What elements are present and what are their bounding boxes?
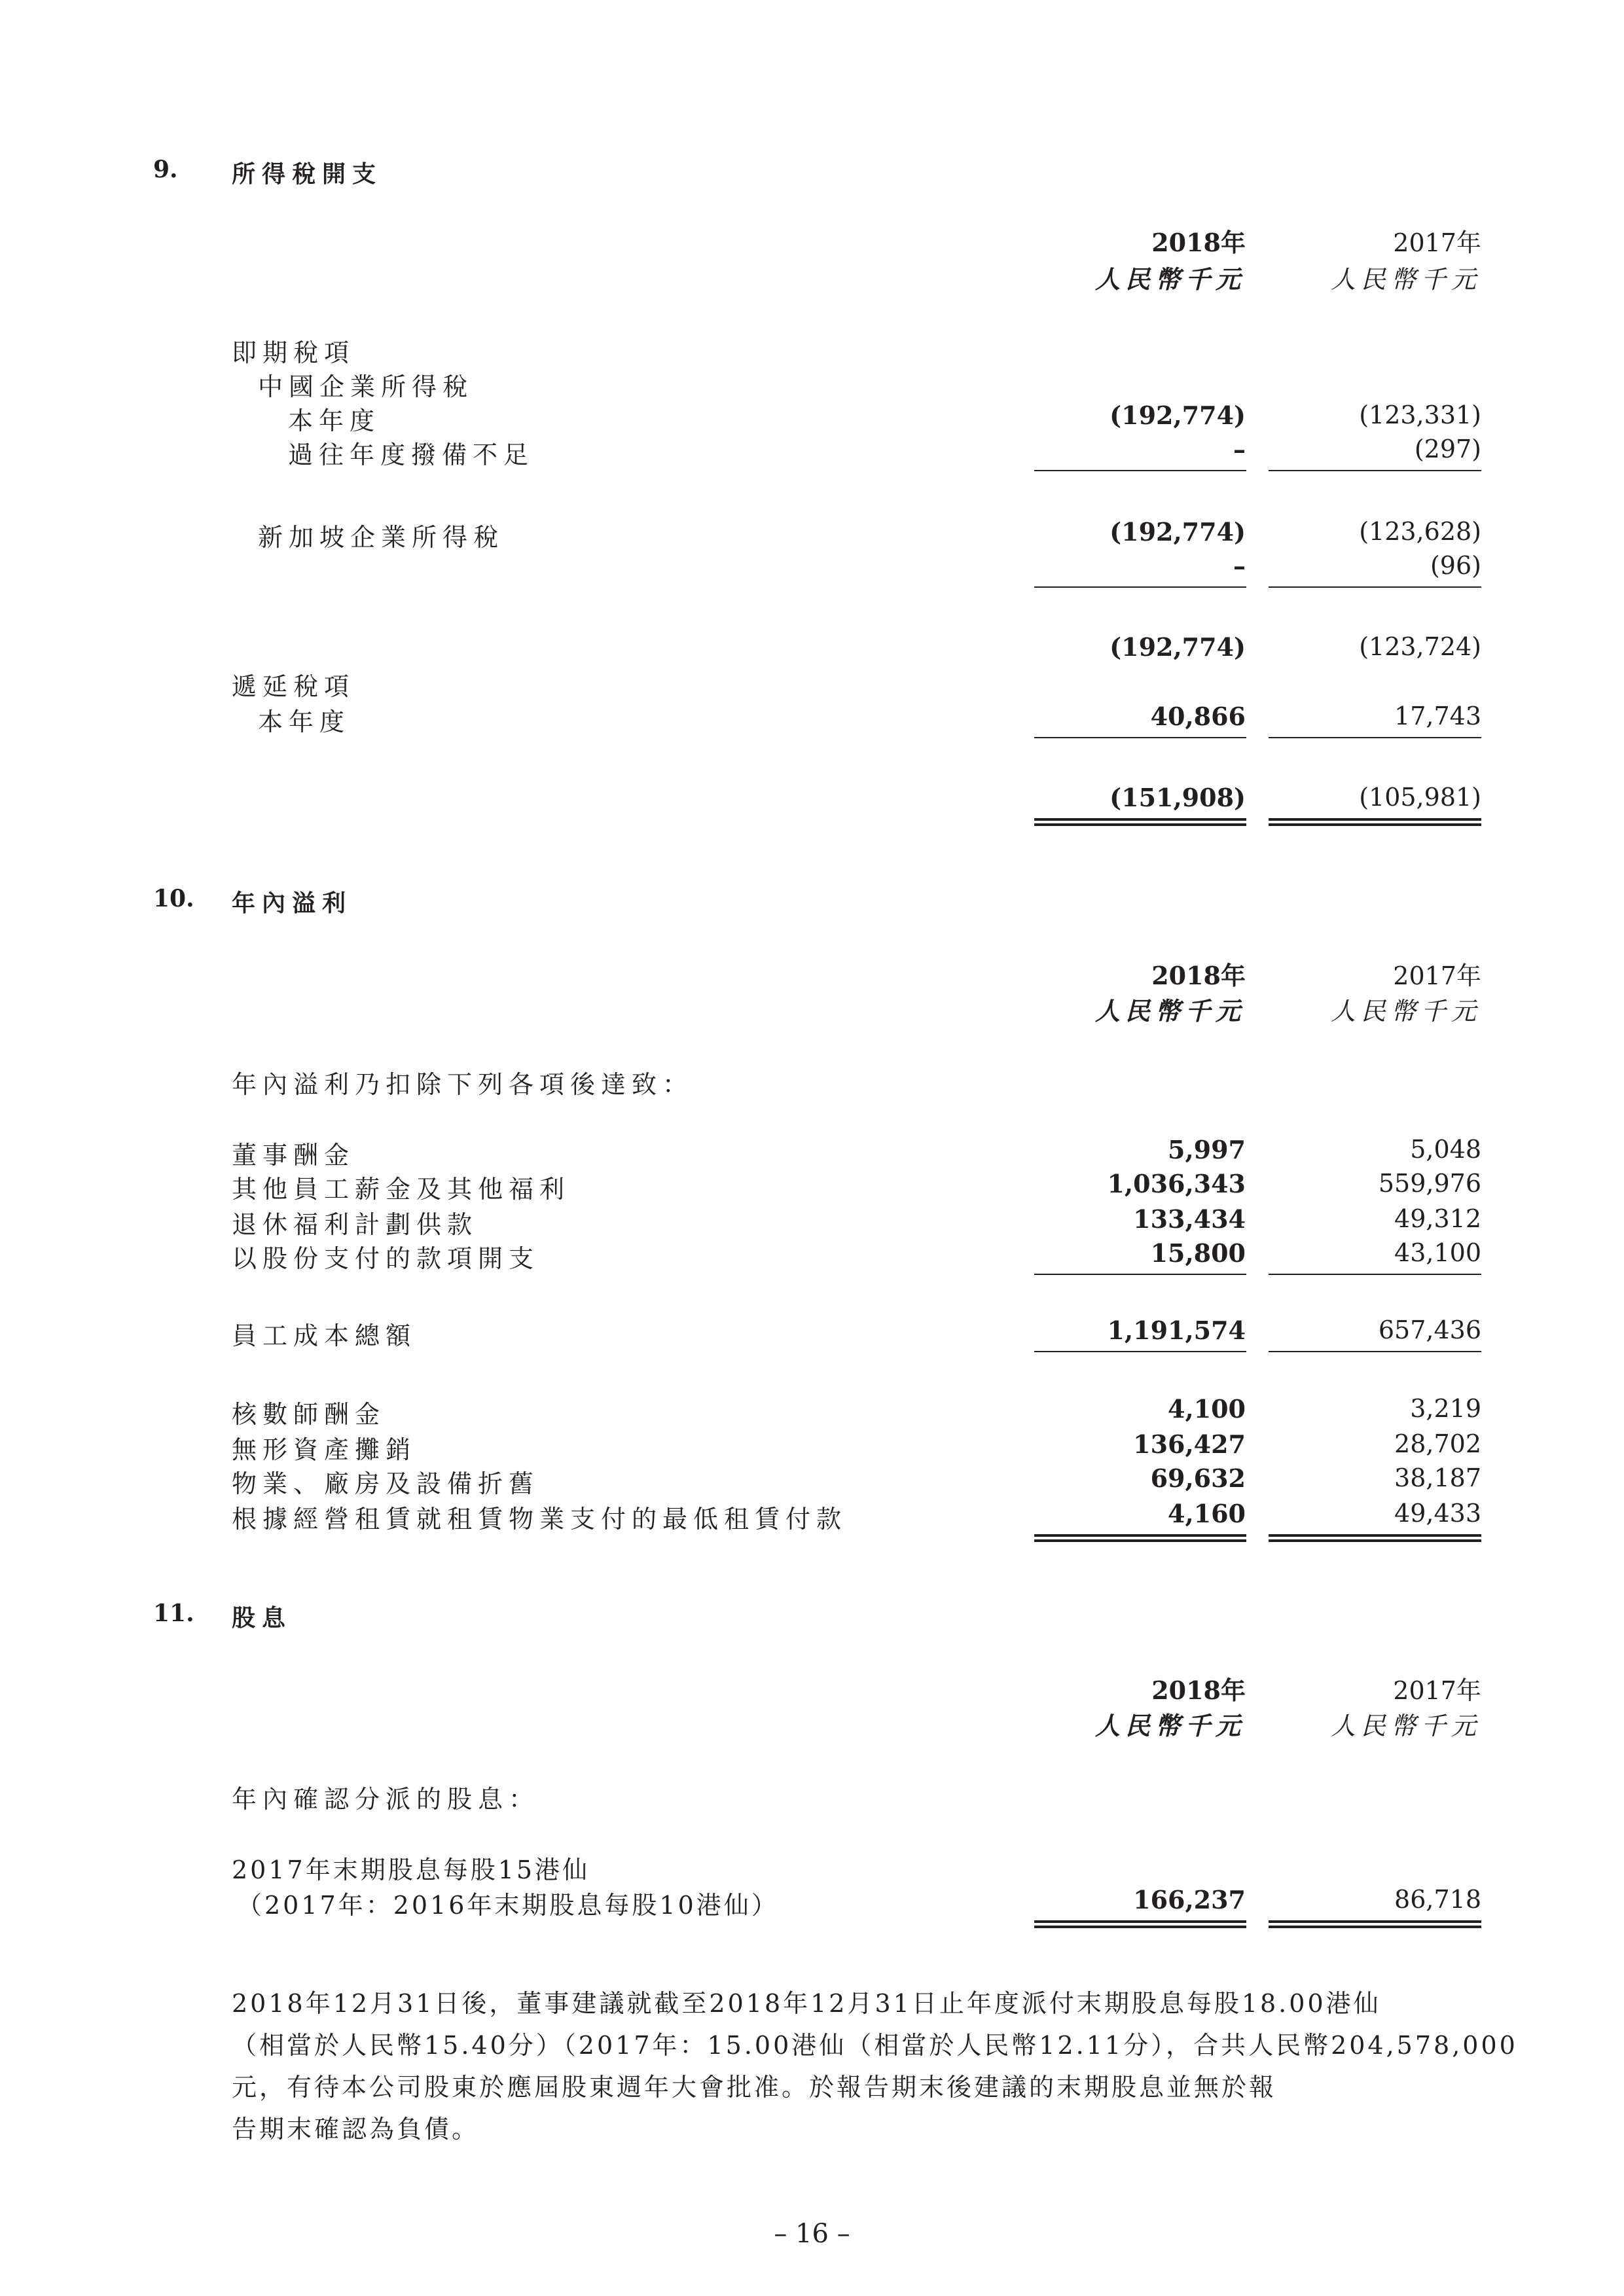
table-cell-2018: 136,427: [1133, 1429, 1246, 1459]
table-cell-2017: 3,219: [1410, 1394, 1481, 1423]
table-cell-2018: 4,160: [1168, 1499, 1246, 1528]
s11-paragraph-line: 告期末確認為負債。: [232, 2115, 480, 2144]
s9-row-d-2017: (96): [1430, 551, 1481, 580]
table-cell-2018: 4,100: [1168, 1394, 1246, 1424]
table-row-label: 物業、廠房及設備折舊: [232, 1469, 540, 1498]
s10-total-2017: 657,436: [1378, 1316, 1481, 1344]
s10-unit-2018: 人民幣千元: [1094, 996, 1246, 1026]
s10-rule-2-2018: [1034, 1351, 1246, 1352]
s11-double-rule-2018: [1034, 1920, 1246, 1928]
s9-prc-eit-label: 中國企業所得稅: [258, 372, 474, 401]
s11-unit-2017: 人民幣千元: [1330, 1712, 1481, 1740]
table-cell-2017: 5,048: [1410, 1135, 1481, 1164]
table-row-label: 核數師酬金: [232, 1400, 386, 1429]
table-row-label: 董事酬金: [232, 1141, 355, 1170]
s10-total-label: 員工成本總額: [232, 1321, 417, 1350]
s9-deferred-this-year-label: 本年度: [258, 708, 351, 736]
section-10-title: 年內溢利: [232, 889, 353, 917]
s9-row-e-2018: (192,774): [1110, 632, 1246, 662]
s11-paragraph-line: 2018年12月31日後，董事建議就截至2018年12月31日止年度派付末期股息每股18.00港仙: [232, 1989, 1381, 2018]
s9-rule-1-2018: [1034, 470, 1246, 471]
s9-row-c-2018: (192,774): [1110, 517, 1246, 547]
section-9-title: 所得稅開支: [232, 160, 383, 188]
s11-dividend-2017: 86,718: [1394, 1885, 1481, 1914]
s10-total-2018: 1,191,574: [1107, 1316, 1246, 1345]
table-cell-2017: 38,187: [1394, 1463, 1481, 1492]
s10-rule-1-2018: [1034, 1274, 1246, 1275]
s11-paragraph-line: 元，有待本公司股東於應屆股東週年大會批准。於報告期末後建議的末期股息並無於報: [232, 2073, 1277, 2102]
s11-intro: 年內確認分派的股息：: [232, 1785, 540, 1814]
s9-unit-2018: 人民幣千元: [1094, 264, 1246, 294]
table-cell-2017: 49,312: [1394, 1204, 1481, 1233]
s9-rule-1-2017: [1269, 470, 1481, 471]
s11-dividend-2018: 166,237: [1133, 1885, 1246, 1914]
s10-unit-2017: 人民幣千元: [1330, 997, 1481, 1026]
s11-header-2017: 2017年: [1393, 1676, 1481, 1705]
s10-header-2018: 2018年: [1151, 961, 1246, 990]
table-cell-2018: 69,632: [1150, 1463, 1246, 1493]
s10-double-rule-2018: [1034, 1534, 1246, 1542]
table-row-label: 無形資產攤銷: [232, 1435, 417, 1464]
page-number: – 16 –: [774, 2219, 850, 2249]
s9-rule-2-2017: [1269, 586, 1481, 588]
s10-rule-2-2017: [1269, 1351, 1481, 1352]
s9-row-e-2017: (123,724): [1359, 632, 1481, 661]
s11-unit-2018: 人民幣千元: [1094, 1711, 1246, 1740]
s11-header-2018: 2018年: [1151, 1676, 1246, 1705]
table-cell-2017: 559,976: [1378, 1169, 1481, 1198]
s9-row-f-2017: 17,743: [1394, 702, 1481, 730]
section-9-number: 9.: [153, 156, 178, 183]
s9-singapore-eit-label: 新加坡企業所得稅: [258, 523, 505, 552]
s9-row-b-2017: (297): [1414, 435, 1481, 463]
table-row-label: 其他員工薪金及其他福利: [232, 1175, 571, 1204]
s11-row-line-2: （2017年：2016年末期股息每股10港仙）: [237, 1891, 779, 1920]
s11-row-line-1: 2017年末期股息每股15港仙: [232, 1856, 590, 1884]
section-11-title: 股息: [232, 1604, 293, 1632]
table-cell-2017: 49,433: [1394, 1499, 1481, 1528]
s9-double-rule-2017: [1269, 818, 1481, 826]
s9-rule-2-2018: [1034, 586, 1246, 588]
s9-row-a-2018: (192,774): [1110, 401, 1246, 430]
s9-row-a-2017: (123,331): [1359, 401, 1481, 429]
s9-current-tax-label: 即期稅項: [232, 338, 355, 367]
section-11-number: 11.: [153, 1600, 194, 1627]
table-row-label: 以股份支付的款項開支: [232, 1244, 540, 1273]
s9-row-d-2018: –: [1233, 551, 1246, 581]
s10-rule-1-2017: [1269, 1274, 1481, 1275]
s9-header-2017: 2017年: [1393, 228, 1481, 257]
table-cell-2017: 43,100: [1394, 1238, 1481, 1267]
s10-header-2017: 2017年: [1393, 961, 1481, 990]
s9-row-c-2017: (123,628): [1359, 517, 1481, 546]
s11-paragraph-line: （相當於人民幣15.40分）（2017年：15.00港仙（相當於人民幣12.11分），合共人民幣204,578,000: [232, 2031, 1518, 2060]
s9-row-b-2018: –: [1233, 435, 1246, 464]
s10-double-rule-2017: [1269, 1534, 1481, 1542]
s9-under-provision-label: 過往年度撥備不足: [288, 440, 535, 469]
table-cell-2017: 28,702: [1394, 1429, 1481, 1458]
s9-header-2018: 2018年: [1151, 228, 1246, 257]
table-cell-2018: 133,434: [1133, 1204, 1246, 1234]
table-cell-2018: 1,036,343: [1107, 1169, 1246, 1198]
s9-this-year-label: 本年度: [288, 406, 381, 435]
section-10-number: 10.: [153, 885, 194, 912]
s9-row-f-2018: 40,866: [1150, 702, 1246, 731]
s9-rule-3-2017: [1269, 737, 1481, 738]
s10-intro: 年內溢利乃扣除下列各項後達致：: [232, 1070, 694, 1099]
s9-rule-3-2018: [1034, 737, 1246, 738]
s9-deferred-tax-label: 遞延稅項: [232, 672, 355, 701]
table-row-label: 退休福利計劃供款: [232, 1210, 478, 1239]
table-cell-2018: 5,997: [1168, 1135, 1246, 1164]
table-cell-2018: 15,800: [1150, 1238, 1246, 1268]
table-row-label: 根據經營租賃就租賃物業支付的最低租賃付款: [232, 1505, 848, 1534]
s11-double-rule-2017: [1269, 1920, 1481, 1928]
s9-row-g-2017: (105,981): [1359, 783, 1481, 812]
s9-unit-2017: 人民幣千元: [1330, 265, 1481, 294]
s9-row-g-2018: (151,908): [1110, 783, 1246, 812]
s9-double-rule-2018: [1034, 818, 1246, 826]
